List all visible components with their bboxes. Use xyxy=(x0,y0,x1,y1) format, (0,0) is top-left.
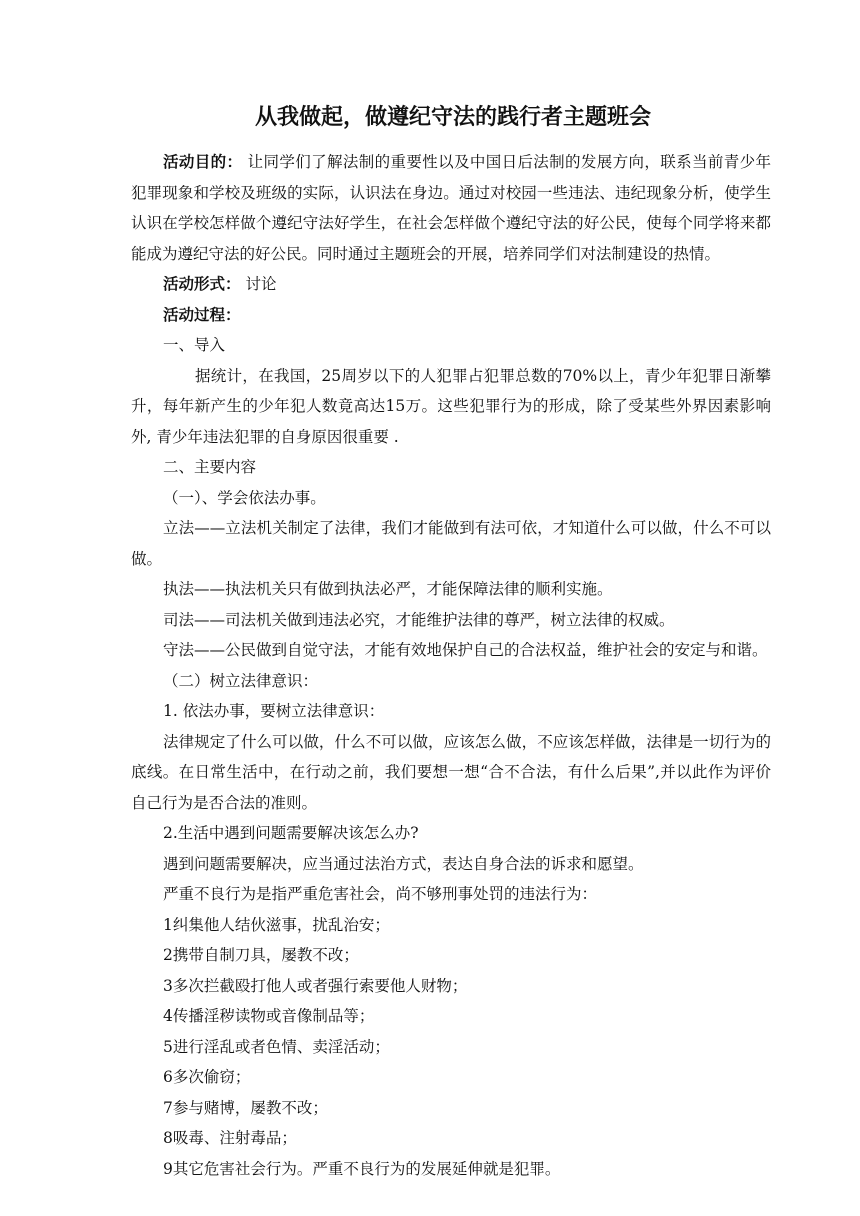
main-heading: 二、主要内容 xyxy=(163,458,257,476)
list-item: 1纠集他人结伙滋事，扰乱治安； xyxy=(163,915,390,934)
question-2: 2.生活中遇到问题需要解决该怎么办? xyxy=(163,824,419,842)
intro-heading: 一、导入 xyxy=(163,336,226,354)
form-label: 活动形式： xyxy=(163,275,241,293)
list-item: 5进行淫乱或者色情、卖淫活动； xyxy=(163,1037,390,1056)
list-item: 2携带自制刀具，屡教不改； xyxy=(163,946,359,964)
document-body xyxy=(131,147,771,1184)
section-1-heading: （一）、学会依法办事。 xyxy=(163,488,326,507)
purpose-text: 让同学们了解法制的重要性以及中国日后法制的发展方向，联系当前青少年犯罪现象和学校及班级的实际，认识法在身边。通过对校园一些违法、违纪现象分析，使学生认识在学校怎样做个遵纪守法好学生，在社会怎样做个遵纪守法的好公民，使每个同学将来都能成为遵纪守法的好公民。同时通过主题班会的开展，培养同学们对法制建设的热情。 xyxy=(131,153,771,263)
process-label: 活动过程： xyxy=(163,305,241,324)
lifa-paragraph: 立法——立法机关制定了法律，我们才能做到有法可依，才知道什么可以做，什么不可以做。 xyxy=(131,519,771,568)
process-paragraph xyxy=(131,300,771,331)
purpose-paragraph xyxy=(131,147,771,269)
list-item: 8吸毒、注射毒品； xyxy=(163,1129,297,1147)
definition-paragraph: 严重不良行为是指严重危害社会，尚不够刑事处罚的违法行为： xyxy=(163,885,598,903)
answer-2: 遇到问题需要解决，应当通过法治方式，表达自身合法的诉求和愿望。 xyxy=(163,854,644,873)
form-text: 讨论 xyxy=(240,275,277,293)
question-1: 1. 依法办事，要树立法律意识： xyxy=(163,702,385,720)
list-item: 9其它危害社会行为。严重不良行为的发展延伸就是犯罪。 xyxy=(163,1159,561,1178)
list-item: 6多次偷窃； xyxy=(163,1068,251,1086)
list-item: 7参与赌博，屡教不改； xyxy=(163,1098,328,1117)
zhifa-paragraph: 执法——执法机关只有做到执法必严，才能保障法律的顺利实施。 xyxy=(163,580,613,598)
list-item: 4传播淫秽读物或音像制品等； xyxy=(163,1007,375,1025)
list-item: 3多次拦截殴打他人或者强行索要他人财物； xyxy=(163,976,468,995)
form-paragraph xyxy=(131,269,771,300)
intro-paragraph: 据统计，在我国，25周岁以下的人犯罪占犯罪总数的70%以上，青少年犯罪日渐攀升，每年新产生的少年犯人数竟高达15万。这些犯罪行为的形成，除了受某些外界因素影响外, 青少年违法犯罪的自身原因很重要 . xyxy=(131,366,771,446)
sifa-paragraph: 司法——司法机关做到违法必究，才能维护法律的尊严，树立法律的权威。 xyxy=(163,610,675,629)
page-title: 从我做起，做遵纪守法的践行者主题班会 xyxy=(254,105,651,130)
section-2-heading: （二）树立法律意识： xyxy=(163,671,319,690)
shoufa-paragraph: 守法——公民做到自觉守法，才能有效地保护自己的合法权益，维护社会的安定与和谐。 xyxy=(163,641,768,659)
answer-1: 法律规定了什么可以做，什么不可以做，应该怎么做，不应该怎样做，法律是一切行为的底线。在日常生活中，在行动之前，我们要想一想“合不合法，有什么后果”,并以此作为评价自己行为是否合法的准则。 xyxy=(131,732,771,812)
purpose-label: 活动目的： xyxy=(163,153,243,171)
